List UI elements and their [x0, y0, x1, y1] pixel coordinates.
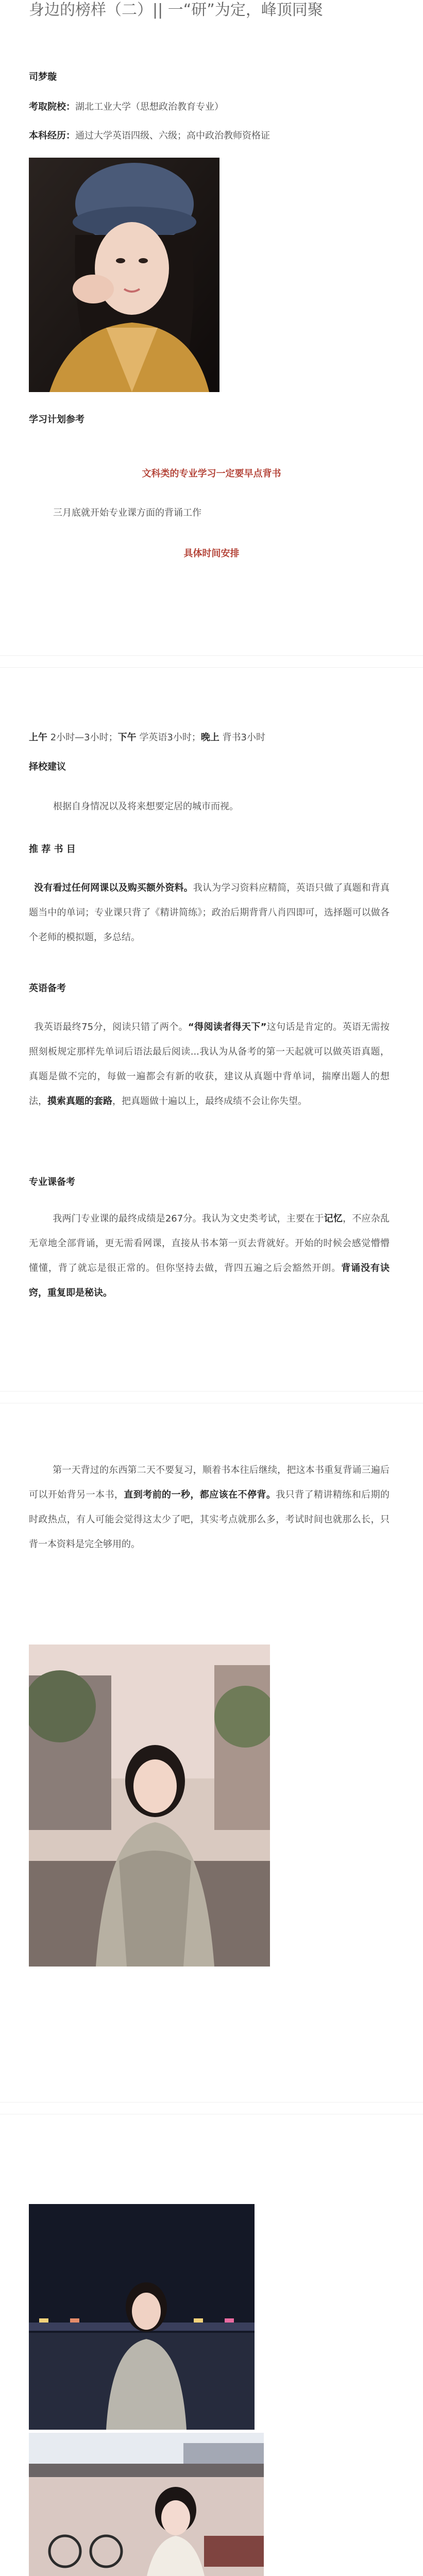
plan-emphasis-1: 文科类的专业学习一定要早点背书 — [142, 468, 281, 479]
books-rest: 我认为学习资料应精简，英语只做了真题和背真题当中的单词；专业课只背了《精讲简练》；政治后期背背八肖四即可，选择题可以做各个老师的模拟题，多总结。 — [29, 883, 390, 943]
night-photo-3 — [29, 2204, 255, 2430]
street-photo-4 — [29, 2433, 264, 2576]
school-choice-heading: 择校建议 — [29, 761, 66, 772]
review-text-c: 我只背了精讲精练和后期的时政热点，有人可能会觉得这太少了吧，其实考点就那么多，考试时间也就那么长，只背一本资料是完全够用的。 — [29, 1489, 390, 1550]
student-name: 司梦璇 — [29, 72, 57, 82]
english-text-c: 这句话是肯定的。英语无需按照刻板规定那样先单词后语法最后阅读...我认为从备考的第一天起就可以做英语真题，真题是做不完的，每做一遍都会有新的收获，建议从真题中背单词，揣摩出题人的想法， — [29, 1022, 390, 1107]
major-bold-d: 背诵没有诀窍，重复即是秘诀。 — [29, 1263, 390, 1298]
english-bold-d: 摸索真题的套路 — [47, 1096, 112, 1107]
english-paragraph — [29, 1015, 390, 1114]
major-text-a: 我两门专业课的最终成绩是267分。我认为文史类考试，主要在于 — [53, 1213, 324, 1224]
morning-label: 上午 — [29, 732, 47, 743]
books-paragraph — [29, 876, 390, 950]
afternoon-label: 下午 — [117, 732, 137, 743]
evening-label: 晚上 — [200, 732, 219, 743]
outdoor-photo-2 — [29, 1645, 270, 1967]
review-text-a: 第一天背过的东西第二天不要复习，顺着书本往后继续，把这本书重复背诵三遍后可以开始背另一本书， — [29, 1465, 390, 1500]
major-text-c: ，不应杂乱无章地全部背诵，更无需看网课，直接从书本第一页去背就好。开始的时候会感觉懵懵懂懂，背了就忘是很正常的。但你坚持去做，背四五遍之后会豁然开朗。 — [29, 1213, 390, 1274]
school-line — [29, 98, 224, 116]
review-bold-b: 直到考前的一秒，都应该在不停背。 — [124, 1489, 276, 1500]
major-heading: 专业课备考 — [29, 1177, 75, 1188]
article-title: 身边的榜样（二）|| 一“研”为定，峰顶同聚 — [29, 1, 323, 19]
major-paragraph — [29, 1207, 390, 1306]
portrait-photo-1 — [29, 158, 219, 392]
experience-label: 本科经历： — [29, 130, 75, 141]
english-text-a: 我英语最终75分，阅读只错了两个。 — [34, 1022, 188, 1032]
books-heading: 推 荐 书 目 — [29, 844, 76, 855]
morning-value: 2小时—3小时； — [47, 732, 118, 743]
plan-emphasis-2: 具体时间安排 — [183, 548, 240, 559]
english-heading: 英语备考 — [29, 983, 66, 994]
experience-value: 通过大学英语四级、六级；高中政治教师资格证 — [75, 130, 270, 141]
schedule-line — [29, 728, 265, 747]
evening-value: 背书3小时 — [219, 732, 266, 743]
plan-heading: 学习计划参考 — [29, 414, 84, 425]
school-label: 考取院校： — [29, 101, 75, 112]
review-paragraph — [29, 1458, 390, 1557]
books-bold: 没有看过任何网课以及购买额外资料。 — [34, 883, 193, 893]
school-choice-text: 根据自身情况以及将来想要定居的城市而视。 — [53, 801, 239, 812]
school-value: 湖北工业大学（思想政治教育专业） — [75, 101, 224, 112]
afternoon-value: 学英语3小时； — [136, 732, 201, 743]
experience-line — [29, 127, 270, 145]
plan-line-2: 三月底就开始专业课方面的背诵工作 — [53, 507, 201, 518]
section-divider-1 — [0, 655, 423, 668]
english-quote: “得阅读者得天下” — [188, 1022, 267, 1032]
english-text-e: ，把真题做十遍以上，最终成绩不会让你失望。 — [112, 1096, 307, 1107]
section-divider-3 — [0, 2102, 423, 2114]
section-divider-2 — [0, 1391, 423, 1403]
major-bold-b: 记忆 — [324, 1213, 343, 1224]
